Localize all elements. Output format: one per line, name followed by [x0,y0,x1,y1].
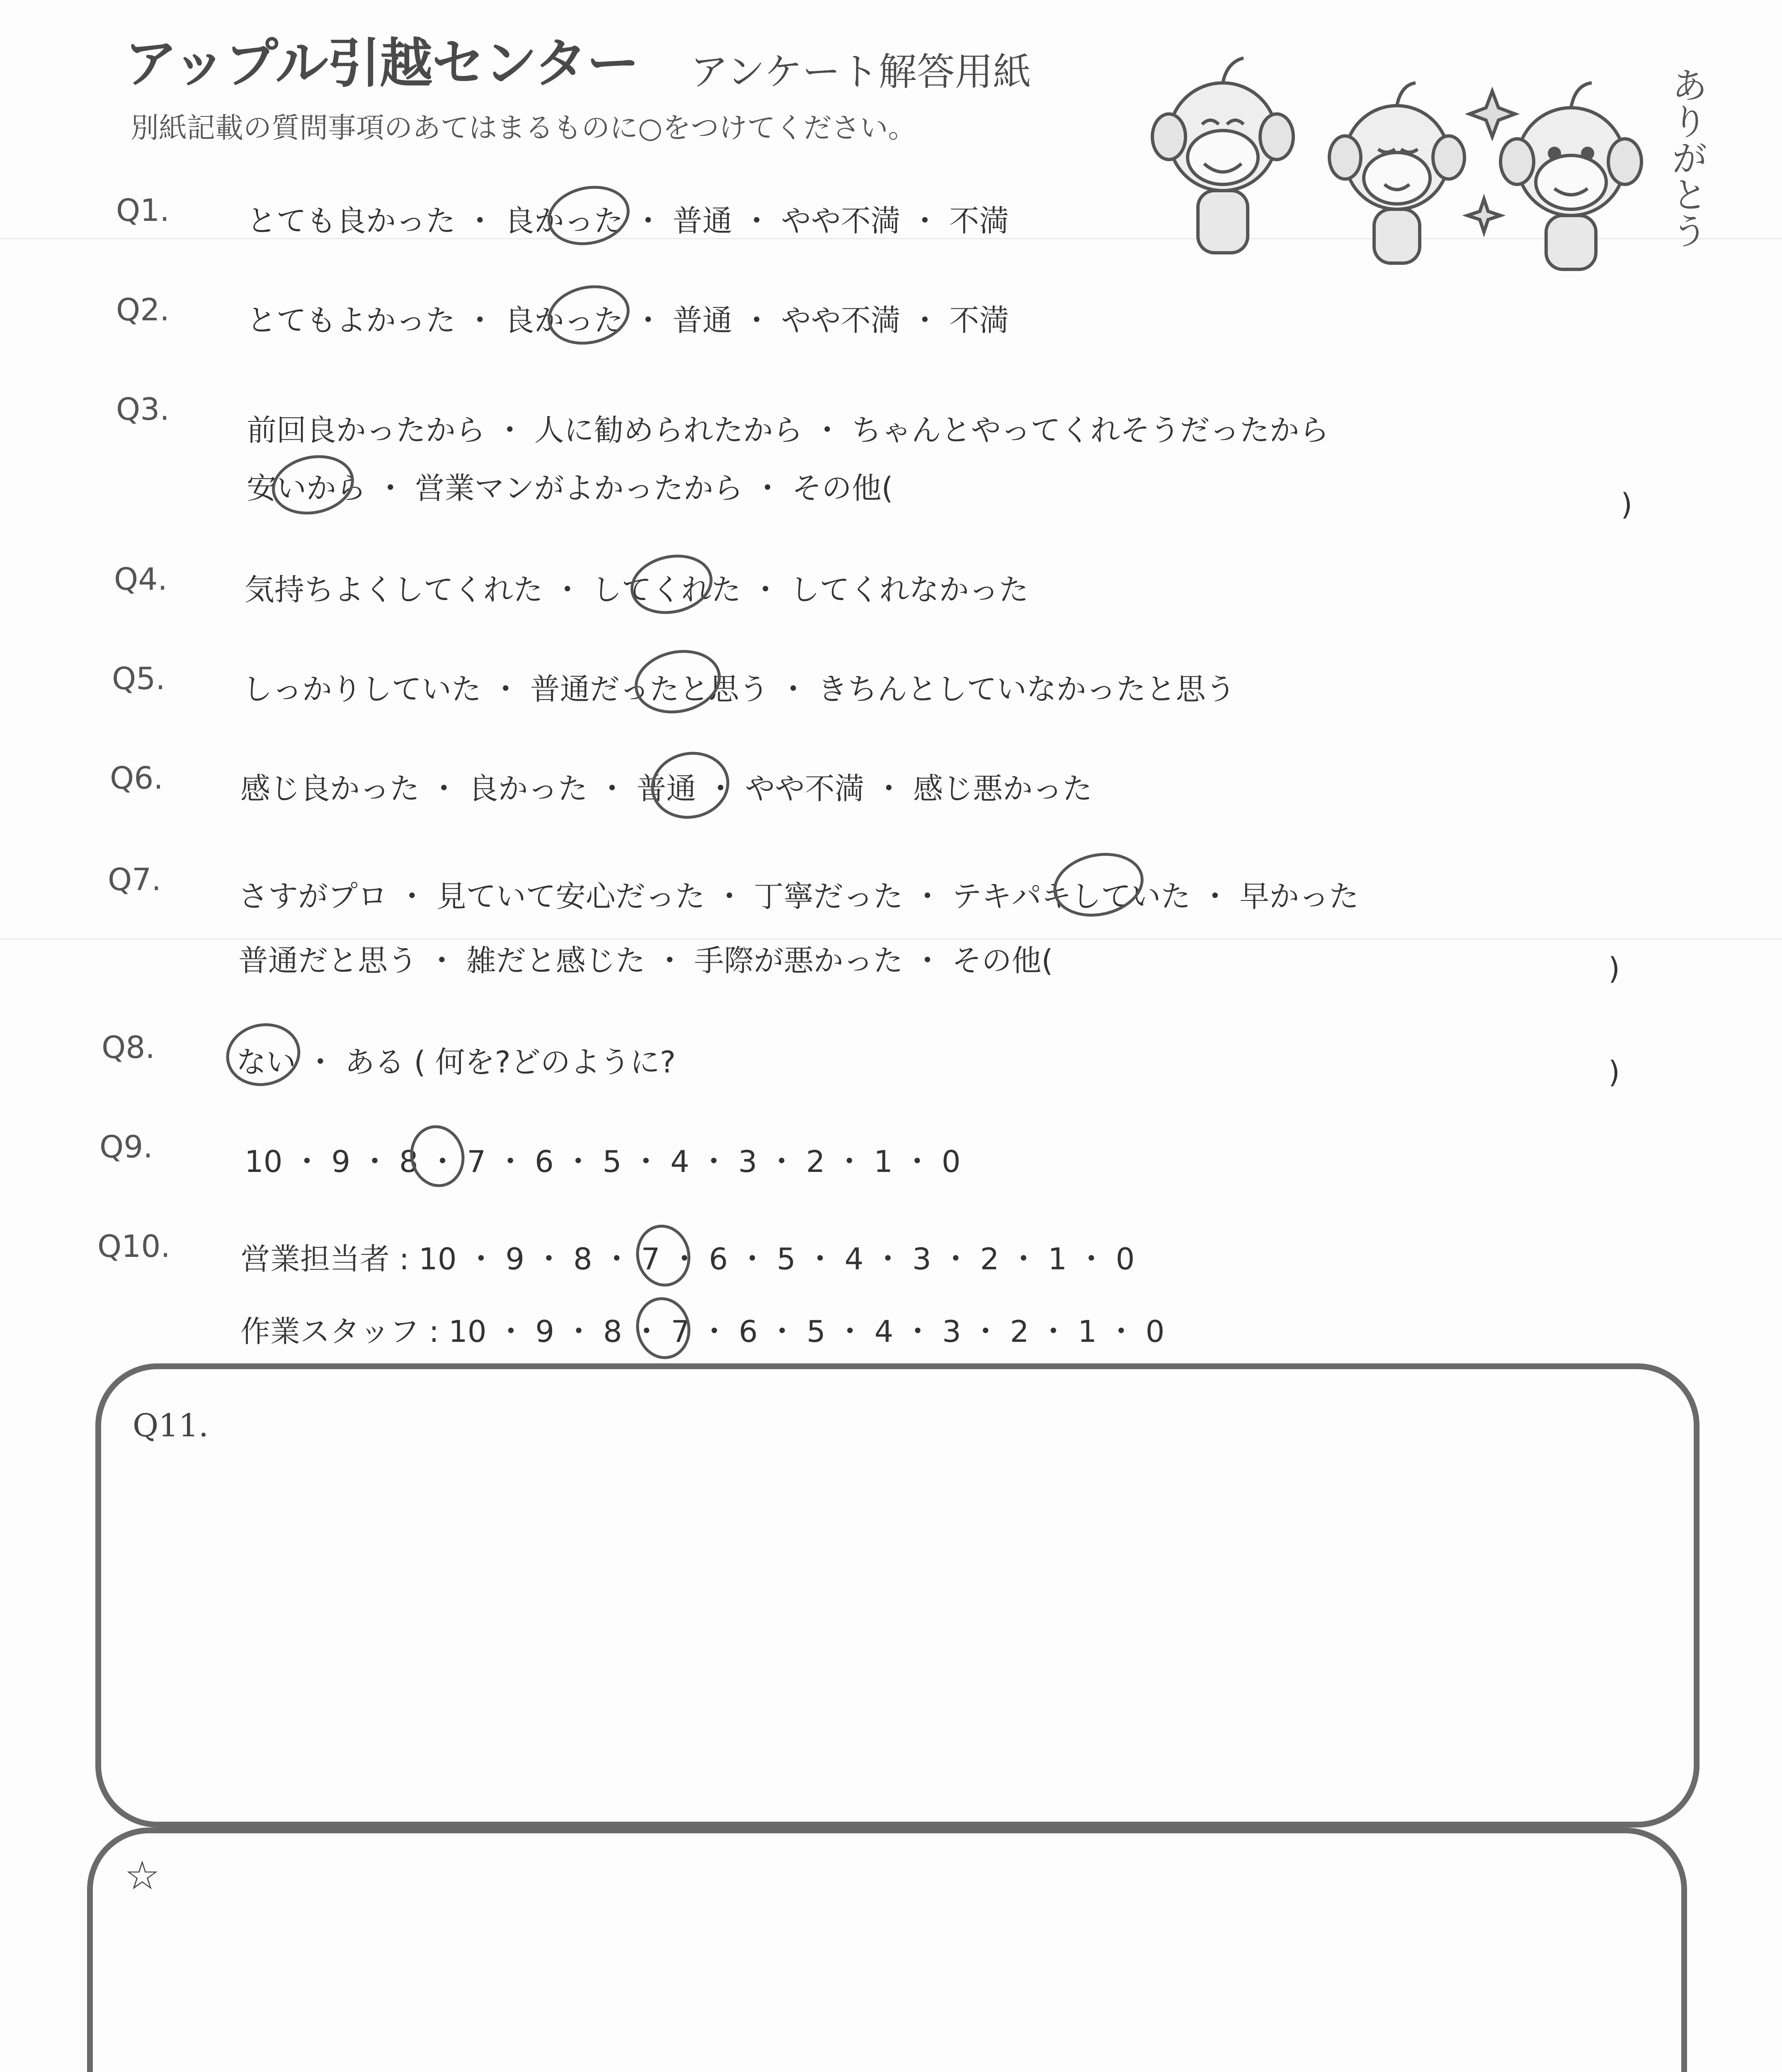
thank-you-caption: ありがとう [1666,66,1709,249]
form-title: アップル引越センター [124,33,639,94]
q6-options: 感じ良かった ・ 良かった ・ 普通 ・ やや不満 ・ 感じ悪かった [240,771,1093,806]
q9-options: 10 ・ 9 ・ 8 ・ 7 ・ 6 ・ 5 ・ 4 ・ 3 ・ 2 ・ 1 ・ 0 [245,1144,961,1179]
q2-label: Q2. [116,292,170,328]
q3-close-paren: ) [1621,487,1633,522]
q1-label: Q1. [116,193,170,228]
q10-sales-answer-circle [630,1220,696,1292]
q4-options: 気持ちよくしてくれた ・ してくれた ・ してくれなかった [245,572,1029,607]
q2-options: とてもよかった ・ 良かった ・ 普通 ・ やや不満 ・ 不満 [247,303,1009,338]
q7-options-line2: 普通だと思う ・ 雑だと感じた ・ 手際が悪かった ・ その他( [238,943,1053,978]
q2-answer-circle [542,278,635,352]
q9-label: Q9. [99,1129,153,1165]
q1-answer-circle [542,179,635,253]
q3-options-line2: 安いから ・ 営業マンがよかったから ・ その他( [247,471,893,506]
q3-answer-circle [267,448,360,522]
q8-answer-circle [220,1017,306,1093]
q10-sales-options: 営業担当者 : 10 ・ 9 ・ 8 ・ 7 ・ 6 ・ 5 ・ 4 ・ 3 ・ 2 ・ 1 ・ 0 [240,1242,1135,1276]
q8-close-paren: ) [1608,1055,1620,1089]
q10-staff-answer-circle [630,1292,696,1364]
q6-answer-circle [645,745,735,826]
q6-label: Q6. [110,760,163,796]
q4-answer-circle [625,547,718,622]
q11-label: Q11. [133,1407,209,1444]
q7-options-line1: さすがプロ ・ 見ていて安心だった ・ 丁寧だった ・ テキパキしていた ・ 早かった [238,879,1359,914]
q7-close-paren: ) [1608,951,1620,986]
star-label: ☆ [124,1852,160,1899]
q1-options: とても良かった ・ 良かった ・ 普通 ・ やや不満 ・ 不満 [247,203,1009,238]
q5-label: Q5. [112,661,165,697]
q10-staff-options: 作業スタッフ : 10 ・ 9 ・ 8 ・ 7 ・ 6 ・ 5 ・ 4 ・ 3 ・ 2 ・ 1 ・ 0 [240,1314,1165,1349]
form-subtitle: アンケート解答用紙 [690,50,1031,94]
q9-answer-circle [405,1120,470,1192]
q7-label: Q7. [108,862,161,898]
q5-answer-circle [629,642,727,721]
q5-options: しっかりしていた ・ 普通だったと思う ・ きちんとしていなかったと思う [242,672,1236,707]
q8-label: Q8. [102,1030,155,1065]
monkey-mascots-illustration [1136,41,1709,274]
q3-label: Q3. [116,392,170,427]
q8-options: ない ・ ある ( 何を?どのように? [236,1045,676,1080]
q11-comment-box[interactable] [95,1363,1700,1828]
instructions: 別紙記載の質問事項のあてはまるものに○をつけてください。 [131,112,916,145]
q3-options-line1: 前回良かったから ・ 人に勧められたから ・ ちゃんとやってくれそうだったから [247,413,1329,448]
star-comment-box[interactable] [87,1828,1687,2072]
q10-label: Q10. [97,1229,170,1264]
q4-label: Q4. [114,562,167,597]
